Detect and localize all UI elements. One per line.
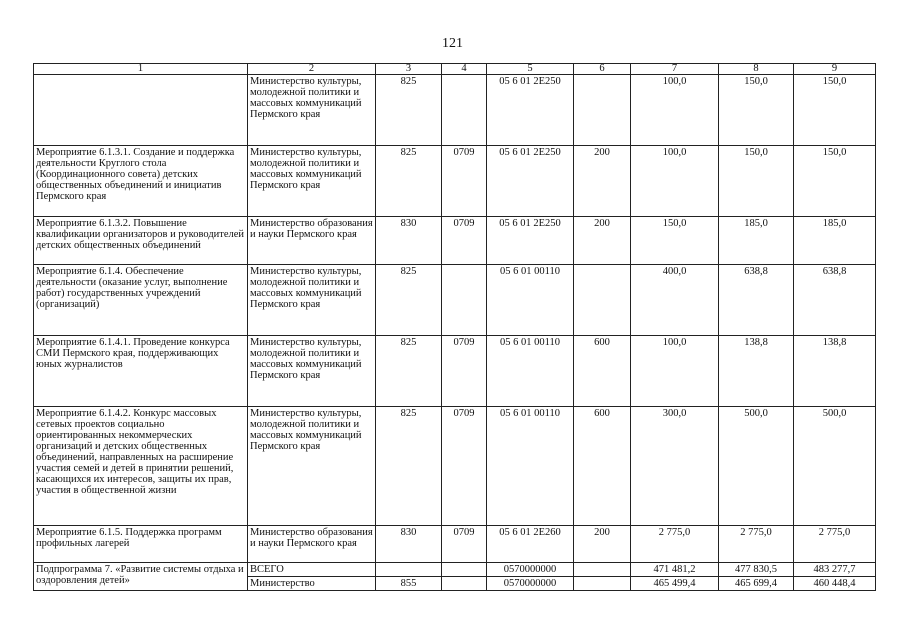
activity-name-cell: Мероприятие 6.1.5. Поддержка программ профильных лагерей	[34, 526, 248, 563]
table-row	[34, 265, 876, 336]
subprogram-total-row	[34, 563, 876, 577]
amount-year1-cell: 471 481,2	[631, 563, 719, 577]
section-code-cell: 0709	[442, 526, 487, 563]
ministry-code-cell: 825	[376, 265, 442, 336]
amount-year3-cell: 500,0	[794, 407, 876, 526]
amount-year2-cell: 465 699,4	[719, 577, 794, 591]
expense-type-cell: 600	[574, 407, 631, 526]
ministry-code-cell: 855	[376, 577, 442, 591]
section-code-cell	[442, 265, 487, 336]
column-header: 3	[376, 64, 442, 75]
expense-type-cell: 600	[574, 336, 631, 407]
expense-type-cell	[574, 577, 631, 591]
amount-year1-cell: 100,0	[631, 336, 719, 407]
header-row	[34, 64, 876, 75]
column-header: 8	[719, 64, 794, 75]
target-code-cell: 05 6 01 00110	[487, 265, 574, 336]
table-row	[34, 217, 876, 265]
ministry-code-cell: 825	[376, 75, 442, 146]
amount-year3-cell: 150,0	[794, 75, 876, 146]
organization-cell: Министерство культуры, молодежной политики и массовых коммуникаций Пермского края	[248, 407, 376, 526]
activity-name-cell: Мероприятие 6.1.4.1. Проведение конкурса СМИ Пермского края, поддерживающих юных журналистов	[34, 336, 248, 407]
section-code-cell: 0709	[442, 217, 487, 265]
table-row	[34, 75, 876, 146]
column-header: 2	[248, 64, 376, 75]
ministry-code-cell: 830	[376, 526, 442, 563]
amount-year3-cell: 185,0	[794, 217, 876, 265]
ministry-code-cell: 825	[376, 336, 442, 407]
amount-year1-cell: 465 499,4	[631, 577, 719, 591]
target-code-cell: 05 6 01 00110	[487, 336, 574, 407]
amount-year3-cell: 2 775,0	[794, 526, 876, 563]
section-code-cell	[442, 563, 487, 577]
expense-type-cell: 200	[574, 146, 631, 217]
target-code-cell: 05 6 01 2E250	[487, 146, 574, 217]
organization-cell: Министерство культуры, молодежной политики и массовых коммуникаций Пермского края	[248, 336, 376, 407]
column-header: 4	[442, 64, 487, 75]
target-code-cell: 0570000000	[487, 577, 574, 591]
amount-year2-cell: 150,0	[719, 146, 794, 217]
column-header: 6	[574, 64, 631, 75]
amount-year2-cell: 185,0	[719, 217, 794, 265]
target-code-cell: 05 6 01 2E260	[487, 526, 574, 563]
amount-year1-cell: 400,0	[631, 265, 719, 336]
subprogram-name-cell: Подпрограмма 7. «Развитие системы отдыха и оздоровления детей»	[34, 563, 248, 591]
activity-name-cell: Мероприятие 6.1.4.2. Конкурс массовых сетевых проектов социально ориентированных некоммерческих организаций и детских общественных объединений, направленных на расширение участия семей и детей в принятии решений, касающихся их интересов, защиты их прав, участия в общественной жизни	[34, 407, 248, 526]
ministry-code-cell: 830	[376, 217, 442, 265]
expense-type-cell	[574, 563, 631, 577]
column-header: 1	[34, 64, 248, 75]
amount-year1-cell: 2 775,0	[631, 526, 719, 563]
table-row	[34, 526, 876, 563]
expense-type-cell	[574, 75, 631, 146]
amount-year2-cell: 477 830,5	[719, 563, 794, 577]
target-code-cell: 05 6 01 2E250	[487, 217, 574, 265]
table-row	[34, 336, 876, 407]
column-header: 7	[631, 64, 719, 75]
organization-cell: Министерство	[248, 577, 376, 591]
amount-year1-cell: 150,0	[631, 217, 719, 265]
amount-year2-cell: 138,8	[719, 336, 794, 407]
target-code-cell: 05 6 01 2E250	[487, 75, 574, 146]
expense-type-cell	[574, 265, 631, 336]
ministry-code-cell: 825	[376, 146, 442, 217]
organization-cell: Министерство образования и науки Пермского края	[248, 217, 376, 265]
organization-cell: Министерство образования и науки Пермского края	[248, 526, 376, 563]
budget-table	[33, 63, 876, 591]
target-code-cell: 05 6 01 00110	[487, 407, 574, 526]
amount-year3-cell: 138,8	[794, 336, 876, 407]
target-code-cell: 0570000000	[487, 563, 574, 577]
organization-cell: Министерство культуры, молодежной политики и массовых коммуникаций Пермского края	[248, 146, 376, 217]
organization-cell: Министерство культуры, молодежной политики и массовых коммуникаций Пермского края	[248, 75, 376, 146]
column-header: 9	[794, 64, 876, 75]
amount-year3-cell: 638,8	[794, 265, 876, 336]
amount-year3-cell: 483 277,7	[794, 563, 876, 577]
amount-year2-cell: 638,8	[719, 265, 794, 336]
ministry-code-cell	[376, 563, 442, 577]
column-header: 5	[487, 64, 574, 75]
activity-name-cell	[34, 75, 248, 146]
amount-year3-cell: 460 448,4	[794, 577, 876, 591]
section-code-cell	[442, 75, 487, 146]
amount-year3-cell: 150,0	[794, 146, 876, 217]
ministry-code-cell: 825	[376, 407, 442, 526]
section-code-cell	[442, 577, 487, 591]
organization-cell: Министерство культуры, молодежной политики и массовых коммуникаций Пермского края	[248, 265, 376, 336]
organization-cell: ВСЕГО	[248, 563, 376, 577]
amount-year1-cell: 100,0	[631, 146, 719, 217]
expense-type-cell: 200	[574, 217, 631, 265]
amount-year1-cell: 100,0	[631, 75, 719, 146]
section-code-cell: 0709	[442, 336, 487, 407]
amount-year2-cell: 2 775,0	[719, 526, 794, 563]
expense-type-cell: 200	[574, 526, 631, 563]
amount-year1-cell: 300,0	[631, 407, 719, 526]
table-row	[34, 407, 876, 526]
activity-name-cell: Мероприятие 6.1.4. Обеспечение деятельности (оказание услуг, выполнение работ) государственных учреждений (организаций)	[34, 265, 248, 336]
amount-year2-cell: 150,0	[719, 75, 794, 146]
section-code-cell: 0709	[442, 407, 487, 526]
section-code-cell: 0709	[442, 146, 487, 217]
table-row	[34, 146, 876, 217]
amount-year2-cell: 500,0	[719, 407, 794, 526]
page-number: 121	[442, 36, 463, 51]
activity-name-cell: Мероприятие 6.1.3.2. Повышение квалификации организаторов и руководителей детских общественных объединений	[34, 217, 248, 265]
activity-name-cell: Мероприятие 6.1.3.1. Создание и поддержка деятельности Круглого стола (Координационного совета) детских общественных объединений и инициатив Пермского края	[34, 146, 248, 217]
